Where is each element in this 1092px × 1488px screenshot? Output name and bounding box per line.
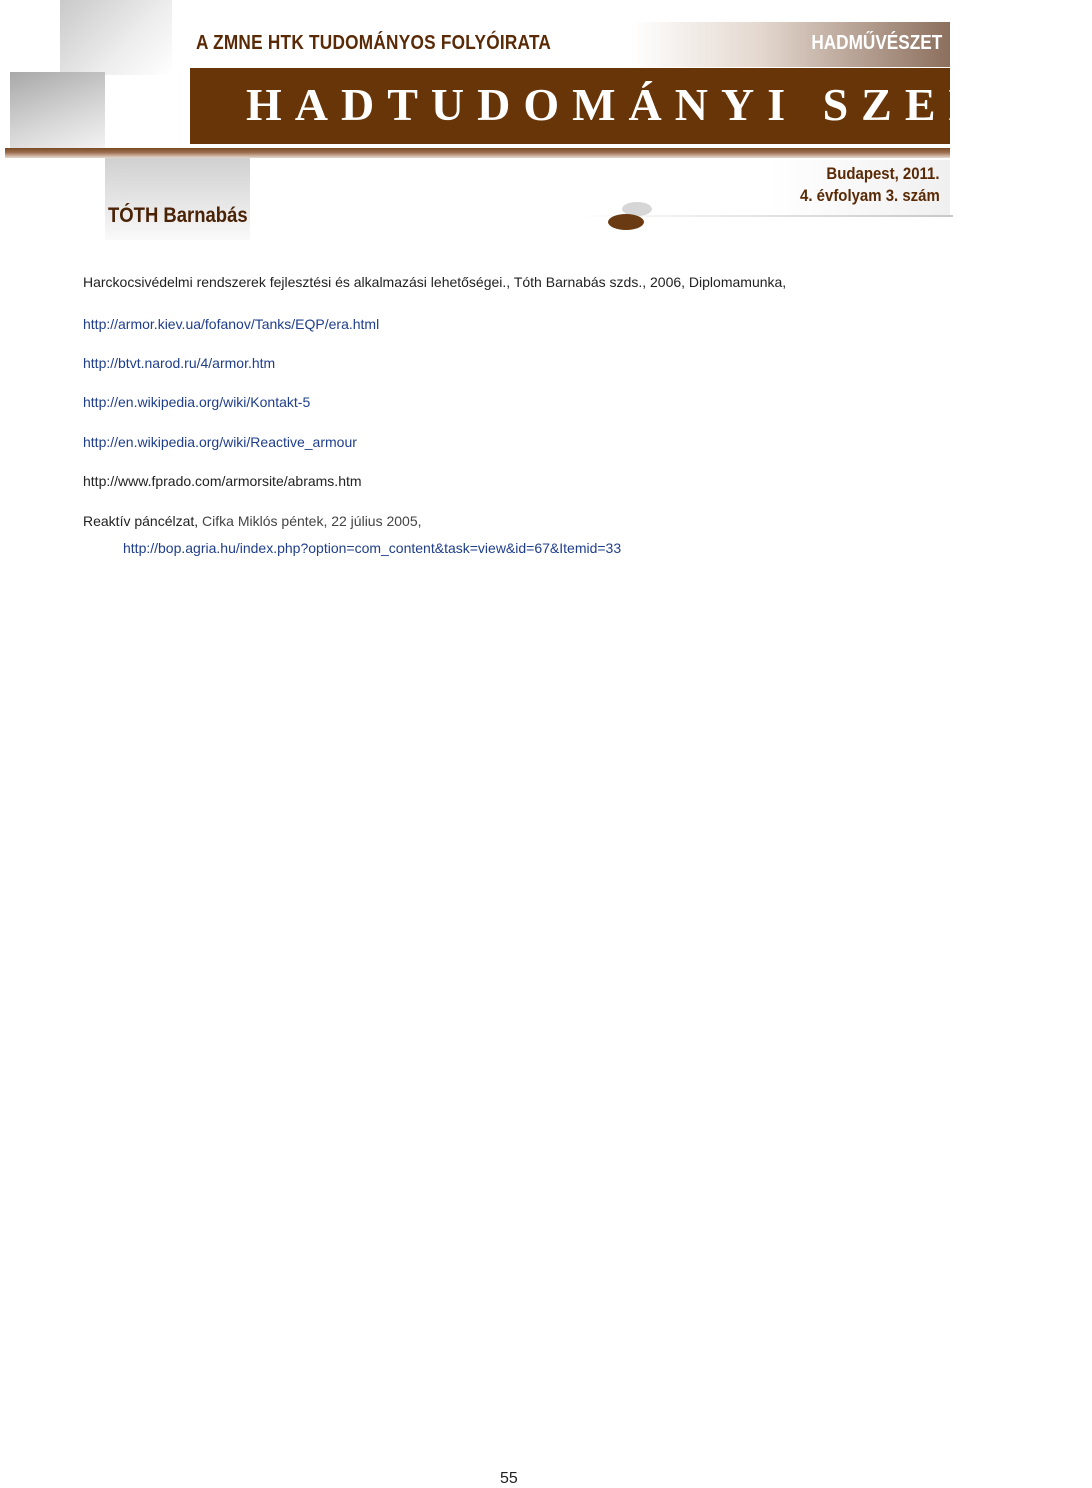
reference-item [83, 274, 786, 290]
reference-item [83, 394, 310, 410]
section-name: HADMŰVÉSZET [811, 32, 942, 54]
reference-text: Harckocsivédelmi rendszerek fejlesztési és alkalmazási lehetőségei., Tóth Barnabás szds., 2006, Diplomamunka, [83, 274, 787, 290]
reference-title: Reaktív páncélzat, [83, 513, 199, 529]
reference-item [83, 513, 422, 529]
journal-title: HADTUDOMÁNYI SZEMLE [246, 79, 1092, 130]
reference-link[interactable]: http://armor.kiev.ua/fofanov/Tanks/EQP/era.html [83, 316, 380, 332]
reference-link[interactable]: http://en.wikipedia.org/wiki/Kontakt-5 [83, 394, 311, 410]
page-number: 55 [500, 1470, 518, 1487]
reference-item [83, 473, 362, 489]
decorative-oval-brown [608, 214, 644, 230]
issue-place-date: Budapest, 2011. [826, 164, 940, 183]
reference-item [123, 540, 621, 556]
reference-text: http://www.fprado.com/armorsite/abrams.htm [83, 473, 362, 489]
reference-item [83, 316, 379, 332]
reference-item [83, 355, 275, 371]
reference-details: Cifka Miklós péntek, 22 július 2005, [198, 513, 422, 529]
page-header [0, 0, 1092, 250]
header-rule [5, 148, 950, 158]
reference-link[interactable]: http://en.wikipedia.org/wiki/Reactive_armour [83, 434, 357, 450]
reference-item [83, 434, 357, 450]
reference-link[interactable]: http://bop.agria.hu/index.php?option=com_content&task=view&id=67&Itemid=33 [123, 540, 622, 556]
issue-volume: 4. évfolyam 3. szám [800, 186, 940, 205]
decorative-square [10, 72, 105, 150]
decorative-square [60, 0, 172, 75]
journal-name: A ZMNE HTK TUDOMÁNYOS FOLYÓIRATA [196, 32, 552, 54]
author-name: TÓTH Barnabás [108, 204, 248, 227]
reference-link[interactable]: http://btvt.narod.ru/4/armor.htm [83, 355, 276, 371]
